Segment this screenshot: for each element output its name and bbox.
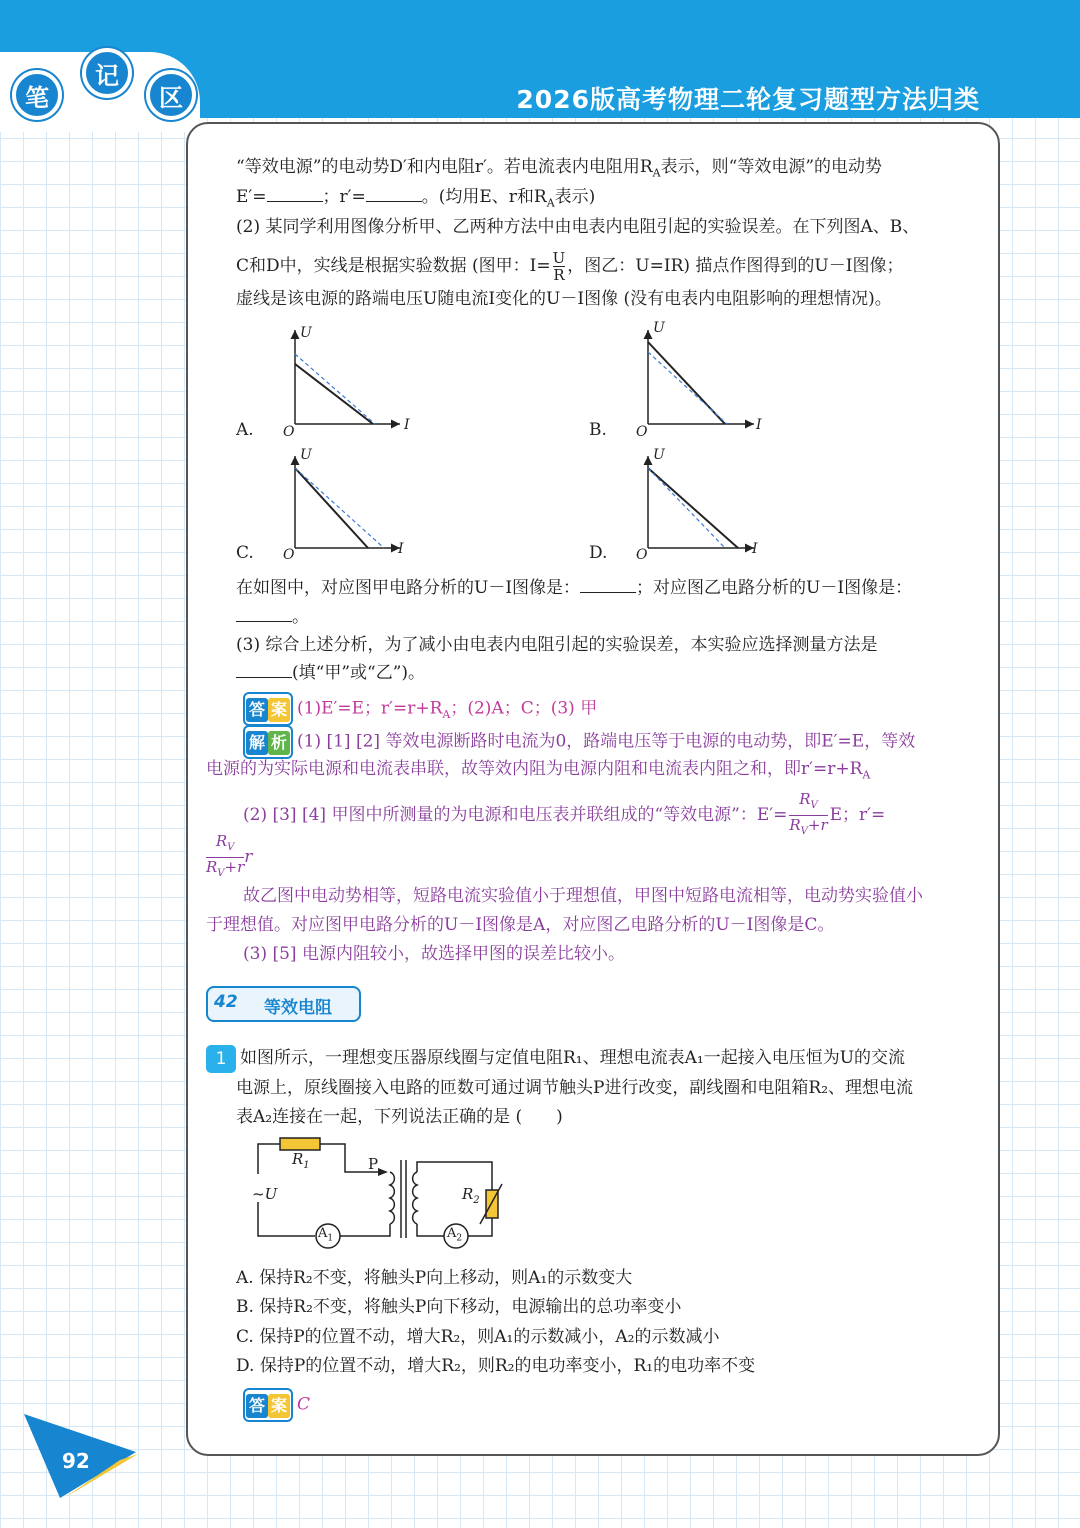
section-title: 等效电阻	[264, 998, 332, 1018]
ui-graphs	[230, 322, 790, 572]
badge-qu: 区	[146, 70, 196, 120]
fraction-u-r: $\frac{U}{R}$	[552, 249, 566, 284]
blank-e[interactable]	[267, 186, 323, 202]
label-source: ~U	[252, 1185, 278, 1203]
part2-question-line-1: 在如图中，对应图甲电路分析的U－I图像是： ；对应图乙电路分析的U－I图像是：	[236, 578, 913, 598]
graph-d	[648, 456, 754, 548]
graph-a-i: I	[404, 417, 410, 433]
fraction-rv: $\frac{R_V}{R_V+r}$	[789, 790, 828, 837]
analysis-line-6: 于理想值。对应图甲电路分析的U－I图像是A，对应图乙电路分析的U－I图像是C。	[206, 915, 835, 935]
analysis-line-1: 解 析 (1) [1] [2] 等效电源断路时电流为0，路端电压等于电源的电动势，即E′=E，等效	[243, 725, 915, 759]
analysis-tag: 解 析	[243, 725, 293, 759]
graph-b	[648, 330, 754, 424]
graph-c	[295, 456, 400, 548]
intro-line-2: E′= ；r′= 。(均用E、r和$R_A$表示)	[236, 187, 596, 210]
analysis-line-5: 故乙图中电动势相等，短路电流实验值小于理想值，甲图中短路电流相等，电动势实验值小	[243, 886, 923, 906]
option-b[interactable]: B. 保持R₂不变，将触头P向下移动，电源输出的总功率变小	[236, 1297, 682, 1317]
page-number: 92	[62, 1449, 90, 1473]
analysis-line-7: (3) [5] 电源内阻较小，故选择甲图的误差比较小。	[243, 944, 625, 964]
graph-d-o: O	[636, 547, 648, 563]
graph-d-u: U	[653, 447, 665, 463]
option-d[interactable]: D. 保持P的位置不动，增大R₂，则R₂的电功率变小，R₁的电功率不变	[236, 1356, 756, 1376]
part2-line-1: (2) 某同学利用图像分析甲、乙两种方法中由电表内电阻引起的实验误差。在下列图A、B、	[236, 217, 920, 237]
badge-bi: 笔	[12, 70, 62, 120]
answer-tag-2: 答 案	[243, 1388, 293, 1422]
graph-label-c: C.	[236, 543, 254, 563]
analysis-line-4: $\frac{R_V}{R_V+r}$ r	[206, 832, 252, 883]
intro-line-1: “等效电源”的电动势D′和内电阻r′。若电流表内电阻用$R_A$表示，则“等效电源”的电动势	[236, 157, 883, 180]
label-r2: $R_2$	[462, 1185, 480, 1206]
label-p: P	[368, 1155, 379, 1173]
graph-c-u: U	[300, 447, 312, 463]
option-a[interactable]: A. 保持R₂不变，将触头P向上移动，则A₁的示数变大	[236, 1268, 633, 1288]
part2-line-2: C和D中，实线是根据实验数据 (图甲：I= $\frac{U}{R}$ ，图乙：U=IR) 描点作图得到的U－I图像；	[236, 249, 904, 284]
blank-yi[interactable]	[236, 606, 292, 622]
answer-tag: 答 案	[243, 692, 293, 726]
part2-question-line-2: 。	[236, 606, 309, 628]
graph-b-u: U	[653, 320, 665, 336]
question-line-3: 表A₂连接在一起，下列说法正确的是 ( )	[236, 1107, 563, 1127]
label-a2: $A_2$	[447, 1226, 463, 1244]
graph-label-b: B.	[589, 420, 607, 440]
answer-2: 答 案 C	[243, 1388, 310, 1422]
question-line-1: 如图所示，一理想变压器原线圈与定值电阻R₁、理想电流表A₁一起接入电压恒为U的交流	[240, 1048, 906, 1068]
section-number: 42	[214, 992, 238, 1012]
graph-c-i: I	[398, 541, 404, 557]
part3-line-2: (填“甲”或“乙”)。	[236, 662, 425, 684]
graph-label-a: A.	[236, 420, 254, 440]
part2-line-3: 虚线是该电源的路端电压U随电流I变化的U－I图像 (没有电表内电阻影响的理想情况)。	[236, 289, 892, 309]
option-c[interactable]: C. 保持P的位置不动，增大R₂，则A₁的示数减小，A₂的示数减小	[236, 1327, 720, 1347]
graph-d-i: I	[752, 541, 758, 557]
graph-label-d: D.	[589, 543, 608, 563]
tap-arrow	[378, 1168, 388, 1176]
part3-line-1: (3) 综合上述分析，为了减小由电表内电阻引起的实验误差，本实验应选择测量方法是	[236, 635, 878, 655]
blank-jia[interactable]	[580, 577, 636, 593]
graph-c-o: O	[283, 547, 295, 563]
graph-a-u: U	[300, 325, 312, 341]
analysis-line-3: (2) [3] [4] 甲图中所测量的为电源和电压表并联组成的“等效电源”：E′= $\frac{R_V}{R_V+r}$ E；r′=	[243, 790, 885, 841]
graph-a-o: O	[283, 424, 295, 440]
graph-b-o: O	[636, 424, 648, 440]
book-title: 2026版高考物理二轮复习题型方法归类	[516, 85, 980, 114]
badge-ji: 记	[82, 48, 132, 98]
blank-method[interactable]	[236, 662, 292, 678]
label-a1: $A_1$	[318, 1226, 334, 1244]
blank-r[interactable]	[366, 186, 422, 202]
section-badge	[206, 986, 361, 1022]
question-line-2: 电源上，原线圈接入电路的匝数可通过调节触头P进行改变，副线圈和电阻箱R₂、理想电流	[236, 1078, 914, 1098]
graph-a	[295, 330, 400, 424]
fraction-rv-2: $\frac{R_V}{R_V+r}$	[206, 832, 245, 879]
answer-1: 答 案 (1)E′=E；$r'=r+R_A$；(2)A；C；(3) 甲	[243, 692, 597, 729]
analysis-line-2: 电源的为实际电源和电流表串联，故等效内阻为电源内阻和电流表内阻之和，即$r'=r+R_A$	[206, 759, 871, 782]
label-r1: $R_1$	[292, 1150, 310, 1171]
question-number: 1	[206, 1045, 236, 1073]
graph-b-i: I	[756, 417, 762, 433]
